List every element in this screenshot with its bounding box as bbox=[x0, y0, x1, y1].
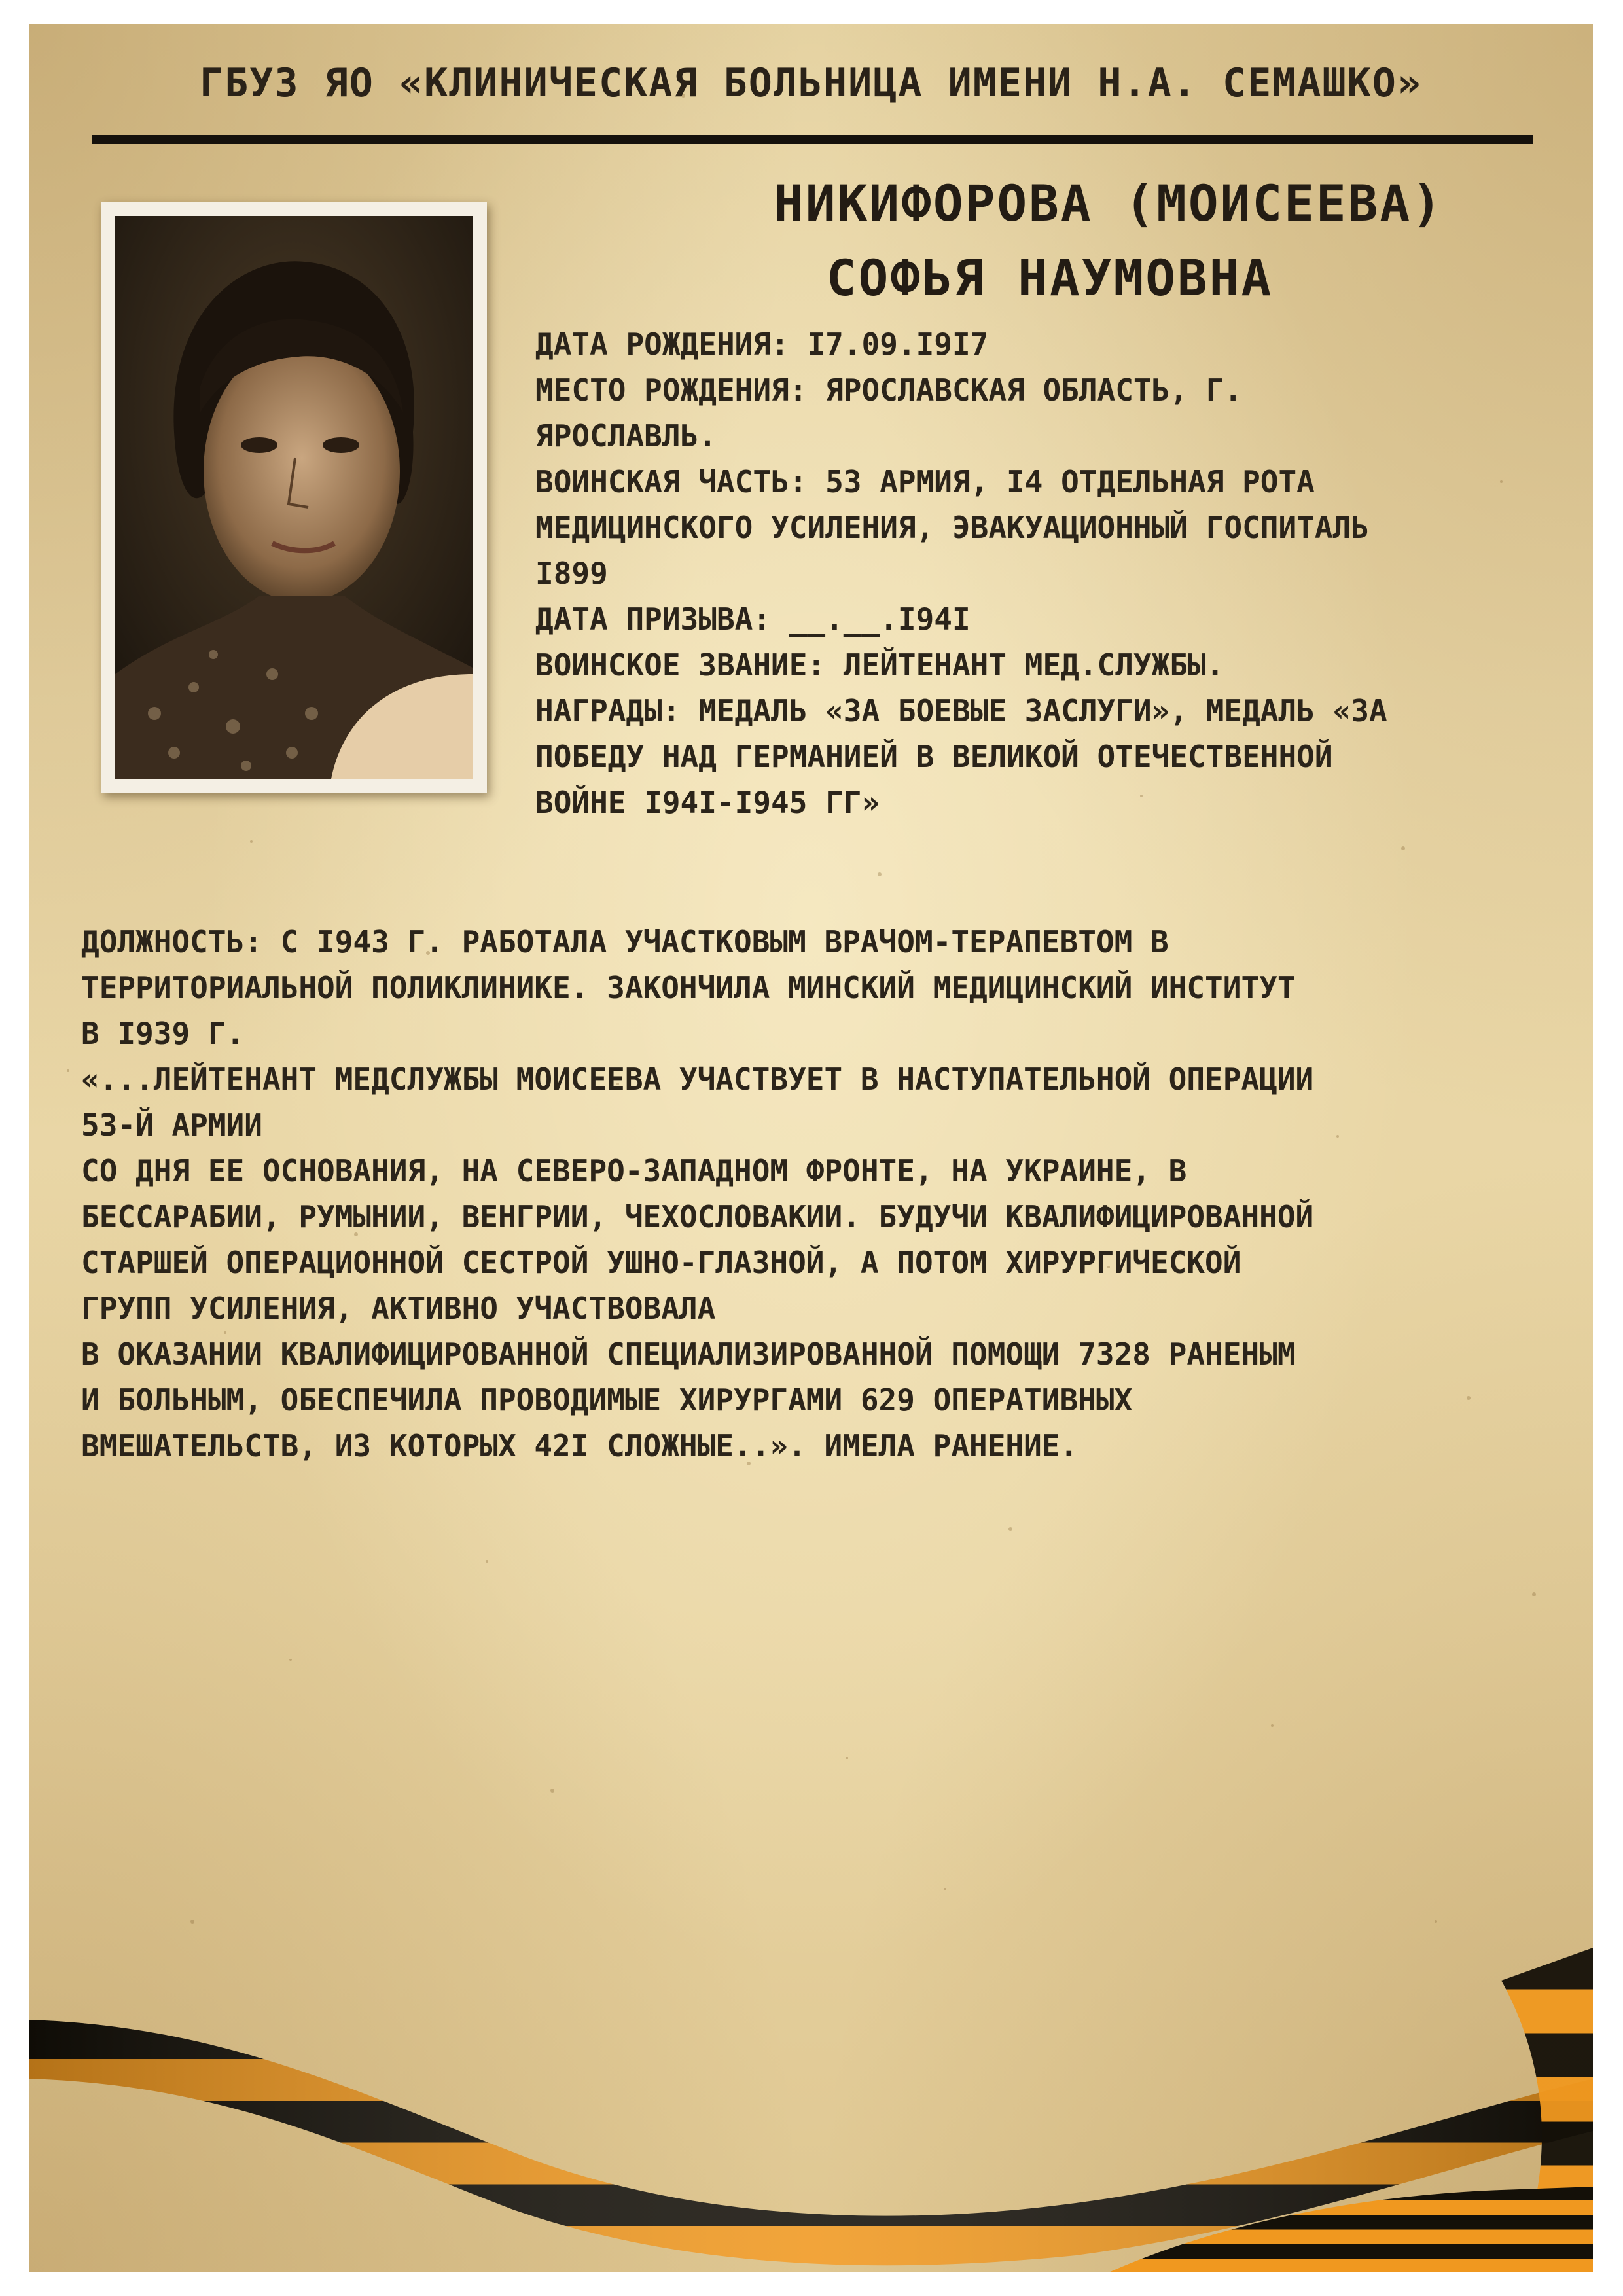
military-unit-cont: МЕДИЦИНСКОГО УСИЛЕНИЯ, ЭВАКУАЦИОННЫЙ ГОСПИТАЛЬ bbox=[535, 510, 1369, 545]
biography-line: ВМЕШАТЕЛЬСТВ, ИЗ КОТОРЫХ 42I СЛОЖНЫЕ..». ИМЕЛА РАНЕНИЕ. bbox=[81, 1428, 1079, 1463]
st-george-ribbon bbox=[29, 1922, 1593, 2272]
awards-cont: ПОБЕДУ НАД ГЕРМАНИЕЙ В ВЕЛИКОЙ ОТЕЧЕСТВЕННОЙ bbox=[535, 739, 1333, 774]
birth-place-cont: ЯРОСЛАВЛЬ. bbox=[535, 418, 717, 454]
hospital-title: ГБУЗ ЯО «КЛИНИЧЕСКАЯ БОЛЬНИЦА ИМЕНИ Н.А. СЕМАШКО» bbox=[199, 60, 1423, 106]
biography-line: ГРУПП УСИЛЕНИЯ, АКТИВНО УЧАСТВОВАЛА bbox=[81, 1291, 716, 1326]
awards-cont-2: ВОЙНЕ I94I-I945 ГГ» bbox=[535, 785, 880, 820]
biography-line: СТАРШЕЙ ОПЕРАЦИОННОЙ СЕСТРОЙ УШНО-ГЛАЗНОЙ, А ПОТОМ ХИРУРГИЧЕСКОЙ bbox=[81, 1245, 1241, 1280]
biography-line: «...ЛЕЙТЕНАНТ МЕДСЛУЖБЫ МОИСЕЕВА УЧАСТВУЕТ В НАСТУПАТЕЛЬНОЙ ОПЕРАЦИИ bbox=[81, 1062, 1314, 1097]
biography-line: ДОЛЖНОСТЬ: С I943 Г. РАБОТАЛА УЧАСТКОВЫМ ВРАЧОМ-ТЕРАПЕВТОМ В bbox=[81, 924, 1169, 960]
military-unit: ВОИНСКАЯ ЧАСТЬ: 53 АРМИЯ, I4 ОТДЕЛЬНАЯ РОТА bbox=[535, 464, 1315, 499]
birth-place: МЕСТО РОЖДЕНИЯ: ЯРОСЛАВСКАЯ ОБЛАСТЬ, Г. bbox=[535, 372, 1243, 408]
portrait-frame bbox=[101, 202, 487, 793]
awards: НАГРАДЫ: МЕДАЛЬ «ЗА БОЕВЫЕ ЗАСЛУГИ», МЕДАЛЬ «ЗА bbox=[535, 693, 1387, 728]
biography-line: 53-Й АРМИИ bbox=[81, 1107, 262, 1143]
portrait-photo bbox=[115, 216, 473, 779]
personal-info bbox=[535, 321, 1582, 825]
conscription-date: ДАТА ПРИЗЫВА: __.__.I94I bbox=[535, 601, 971, 637]
person-name-surname: НИКИФОРОВА (МОИСЕЕВА) bbox=[774, 174, 1444, 232]
person-name-given: СОФЬЯ НАУМОВНА bbox=[826, 249, 1274, 307]
military-unit-cont-2: I899 bbox=[535, 556, 608, 591]
biography-line: В ОКАЗАНИИ КВАЛИФИЦИРОВАННОЙ СПЕЦИАЛИЗИРОВАННОЙ ПОМОЩИ 7328 РАНЕНЫМ bbox=[81, 1336, 1296, 1372]
biography-line: СО ДНЯ ЕЕ ОСНОВАНИЯ, НА СЕВЕРО-ЗАПАДНОМ ФРОНТЕ, НА УКРАИНЕ, В bbox=[81, 1153, 1187, 1189]
biography-line: БЕССАРАБИИ, РУМЫНИИ, ВЕНГРИИ, ЧЕХОСЛОВАКИИ. БУДУЧИ КВАЛИФИЦИРОВАННОЙ bbox=[81, 1199, 1314, 1234]
header-divider bbox=[92, 135, 1533, 144]
biography-text bbox=[81, 919, 1586, 1469]
biography-line: В I939 Г. bbox=[81, 1016, 245, 1051]
birth-date: ДАТА РОЖДЕНИЯ: I7.09.I9I7 bbox=[535, 327, 989, 362]
military-rank: ВОИНСКОЕ ЗВАНИЕ: ЛЕЙТЕНАНТ МЕД.СЛУЖБЫ. bbox=[535, 647, 1224, 683]
biography-line: ТЕРРИТОРИАЛЬНОЙ ПОЛИКЛИНИКЕ. ЗАКОНЧИЛА МИНСКИЙ МЕДИЦИНСКИЙ ИНСТИТУТ bbox=[81, 970, 1296, 1005]
document-sheet bbox=[29, 24, 1593, 2272]
biography-line: И БОЛЬНЫМ, ОБЕСПЕЧИЛА ПРОВОДИМЫЕ ХИРУРГАМИ 629 ОПЕРАТИВНЫХ bbox=[81, 1382, 1133, 1418]
